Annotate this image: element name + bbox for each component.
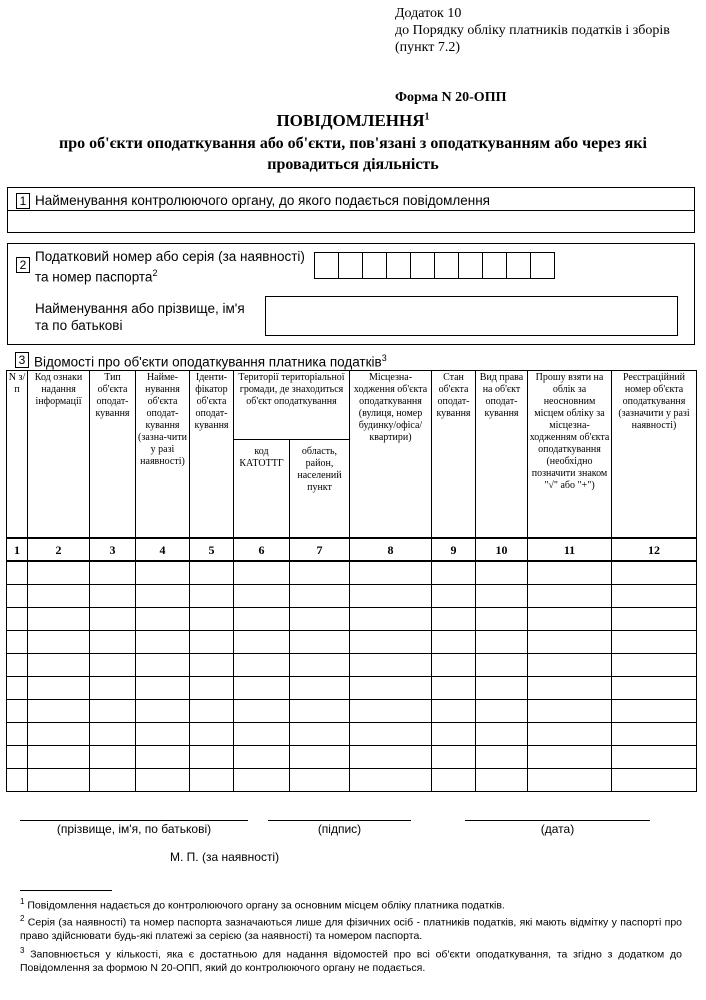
title-footnote-ref: 1 — [424, 111, 430, 123]
table-cell[interactable] — [28, 631, 90, 654]
table-cell[interactable] — [290, 700, 350, 723]
table-cell[interactable] — [190, 677, 234, 700]
tax-number-cell[interactable] — [482, 252, 507, 279]
table-cell[interactable] — [432, 585, 476, 608]
signature-caption: (підпис) — [317, 822, 362, 836]
table-cell[interactable] — [28, 561, 90, 585]
page-subtitle — [0, 133, 706, 175]
section2-number: 2 — [16, 257, 30, 273]
name-label-line1: Найменування або прізвище, ім'я — [35, 301, 245, 316]
table-cell[interactable] — [7, 700, 28, 723]
table-cell[interactable] — [7, 561, 28, 585]
col-header-right-type: Вид права на об'єкт оподат-кування — [476, 371, 528, 539]
column-number: 10 — [476, 538, 528, 561]
table-cell[interactable] — [612, 608, 697, 631]
column-number: 3 — [90, 538, 136, 561]
section3-label-wrap — [34, 350, 387, 371]
subtitle-line1: про об'єкти оподаткування або об'єкти, пов'язані з оподаткуванням або через які — [59, 135, 647, 152]
table-cell[interactable] — [528, 769, 612, 792]
tax-objects-table — [6, 370, 697, 792]
table-cell[interactable] — [136, 746, 190, 769]
table-cell[interactable] — [90, 608, 136, 631]
date-line[interactable] — [465, 820, 650, 821]
table-cell[interactable] — [7, 585, 28, 608]
table-cell[interactable] — [528, 631, 612, 654]
table-cell[interactable] — [612, 631, 697, 654]
footnote-2-text: Серія (за наявності) та номер паспорта зазначаються лише для фізичних осіб - платників податків, які мають відмітку у паспорті про право здійснювати будь-які платежі за серією (за наявності) та номером паспорта. — [20, 916, 682, 942]
table-cell[interactable] — [476, 585, 528, 608]
table-cell[interactable] — [432, 561, 476, 585]
table-cell[interactable] — [90, 746, 136, 769]
table-row — [7, 608, 697, 631]
footnote-separator — [20, 890, 112, 891]
table-row — [7, 700, 697, 723]
footnote-3-text: Заповнюється у кількості, яка є достатньою для надання відомостей про всі об'єкти оподаткування, та згідно з додатком до Повідомлення за формою N 20-ОПП, який до контролюючого органу не подається. — [20, 948, 682, 974]
table-cell[interactable] — [234, 746, 290, 769]
table-cell[interactable] — [350, 769, 432, 792]
table-cell[interactable] — [432, 677, 476, 700]
table-cell[interactable] — [528, 654, 612, 677]
table-cell[interactable] — [190, 561, 234, 585]
table-cell[interactable] — [290, 608, 350, 631]
addendum-line1: Додаток 10 — [395, 6, 462, 21]
table-cell[interactable] — [612, 769, 697, 792]
table-cell[interactable] — [350, 561, 432, 585]
table-cell[interactable] — [476, 561, 528, 585]
table-cell[interactable] — [190, 769, 234, 792]
tax-number-cells[interactable] — [315, 252, 555, 279]
tax-number-cell[interactable] — [338, 252, 363, 279]
section3-header — [15, 350, 387, 371]
table-cell[interactable] — [432, 608, 476, 631]
table-cell[interactable] — [234, 700, 290, 723]
table-cell[interactable] — [7, 769, 28, 792]
col-header-state: Стан об'єкта оподат-кування — [432, 371, 476, 539]
table-cell[interactable] — [7, 654, 28, 677]
footnote-2-ref: 2 — [20, 914, 25, 923]
table-cell[interactable] — [432, 654, 476, 677]
table-cell[interactable] — [350, 746, 432, 769]
table-cell[interactable] — [432, 723, 476, 746]
table-row — [7, 723, 697, 746]
table-cell[interactable] — [476, 631, 528, 654]
table-cell[interactable] — [432, 631, 476, 654]
table-row — [7, 769, 697, 792]
table-cell[interactable] — [290, 723, 350, 746]
table-cell[interactable] — [476, 723, 528, 746]
table-cell[interactable] — [90, 631, 136, 654]
date-caption: (дата) — [540, 822, 575, 836]
tax-number-cell[interactable] — [506, 252, 531, 279]
table-cell[interactable] — [136, 631, 190, 654]
table-cell[interactable] — [136, 585, 190, 608]
table-cell[interactable] — [432, 746, 476, 769]
table-cell[interactable] — [612, 654, 697, 677]
table-cell[interactable] — [136, 769, 190, 792]
table-cell[interactable] — [350, 608, 432, 631]
table-cell[interactable] — [234, 585, 290, 608]
table-cell[interactable] — [612, 585, 697, 608]
table-cell[interactable] — [612, 700, 697, 723]
footnote-3-ref: 3 — [20, 946, 25, 955]
table-cell[interactable] — [350, 700, 432, 723]
table-cell[interactable] — [350, 631, 432, 654]
table-cell[interactable] — [7, 608, 28, 631]
table-row — [7, 631, 697, 654]
addendum-block — [395, 5, 695, 56]
table-cell[interactable] — [190, 654, 234, 677]
table-cell[interactable] — [290, 585, 350, 608]
table-cell[interactable] — [234, 723, 290, 746]
addendum-line2: до Порядку обліку платників податків і зборів — [395, 23, 670, 38]
column-number: 5 — [190, 538, 234, 561]
column-number: 4 — [136, 538, 190, 561]
table-cell[interactable] — [612, 677, 697, 700]
table-cell[interactable] — [476, 769, 528, 792]
signature-line[interactable] — [268, 820, 411, 821]
col-header-info-code: Код ознаки надання інформації — [28, 371, 90, 539]
table-cell[interactable] — [350, 723, 432, 746]
column-number: 11 — [528, 538, 612, 561]
table-cell[interactable] — [528, 700, 612, 723]
table-cell[interactable] — [234, 769, 290, 792]
table-cell[interactable] — [90, 700, 136, 723]
column-number: 2 — [28, 538, 90, 561]
table-cell[interactable] — [190, 746, 234, 769]
addendum-line3: (пункт 7.2) — [395, 40, 461, 55]
table-cell[interactable] — [290, 561, 350, 585]
table-cell[interactable] — [7, 723, 28, 746]
section2-box — [7, 243, 695, 345]
table-cell[interactable] — [28, 700, 90, 723]
table-cell[interactable] — [28, 769, 90, 792]
tax-number-cell[interactable] — [458, 252, 483, 279]
table-cell[interactable] — [476, 654, 528, 677]
footnote-1 — [20, 895, 682, 913]
table-cell[interactable] — [476, 746, 528, 769]
table-cell[interactable] — [350, 677, 432, 700]
table-cell[interactable] — [90, 654, 136, 677]
table-cell[interactable] — [190, 723, 234, 746]
table-cell[interactable] — [528, 561, 612, 585]
table-cell[interactable] — [90, 677, 136, 700]
table-cell[interactable] — [7, 677, 28, 700]
table-cell[interactable] — [28, 723, 90, 746]
table-cell[interactable] — [528, 608, 612, 631]
col-header-katottg: код КАТОТТГ — [234, 440, 290, 539]
table-cell[interactable] — [136, 561, 190, 585]
table-cell[interactable] — [136, 608, 190, 631]
table-cell[interactable] — [612, 561, 697, 585]
table-cell[interactable] — [234, 677, 290, 700]
title-text: ПОВІДОМЛЕННЯ — [276, 111, 425, 130]
table-row — [7, 654, 697, 677]
table-cell[interactable] — [234, 608, 290, 631]
tax-number-label-line1: Податковий номер або серія (за наявності) — [35, 249, 305, 264]
footnote-1-text: Повідомлення надається до контролюючого органу за основним місцем обліку платника податків. — [27, 899, 505, 912]
table-cell[interactable] — [7, 746, 28, 769]
table-cell[interactable] — [28, 608, 90, 631]
table-cell[interactable] — [528, 677, 612, 700]
table-row — [7, 677, 697, 700]
table-cell[interactable] — [90, 723, 136, 746]
footnote-3 — [20, 944, 682, 975]
table-cell[interactable] — [136, 677, 190, 700]
col-header-register-request: Прошу взяти на облік за неосновним місцем обліку за місцезна-ходженням об'єкта оподаткування (необхідно позначити знаком "√" або "+") — [528, 371, 612, 539]
table-cell[interactable] — [290, 746, 350, 769]
table-cell[interactable] — [476, 608, 528, 631]
tax-number-cell[interactable] — [530, 252, 555, 279]
tax-number-cell[interactable] — [434, 252, 459, 279]
section3-label: Відомості про об'єкти оподаткування платника податків — [34, 354, 382, 370]
fullname-caption: (прізвище, ім'я, по батькові) — [56, 822, 212, 836]
table-cell[interactable] — [350, 585, 432, 608]
tax-number-label — [35, 248, 325, 286]
table-cell[interactable] — [90, 585, 136, 608]
table-cell[interactable] — [136, 654, 190, 677]
table-cell[interactable] — [90, 561, 136, 585]
table-cell[interactable] — [234, 561, 290, 585]
col-header-territory: Території територіальної громади, де знаходиться об'єкт оподаткування — [234, 371, 350, 440]
tax-number-cell[interactable] — [410, 252, 435, 279]
col-header-region: область, район, населений пункт — [290, 440, 350, 539]
table-cell[interactable] — [7, 631, 28, 654]
column-number: 12 — [612, 538, 697, 561]
table-cell[interactable] — [432, 700, 476, 723]
table-cell[interactable] — [28, 677, 90, 700]
col-header-reg-number: Реєстраційний номер об'єкта оподаткування (зазначити у разі наявності) — [612, 371, 697, 539]
section3-number: 3 — [15, 352, 29, 368]
table-cell[interactable] — [350, 654, 432, 677]
subtitle-line2: провадиться діяльність — [267, 156, 439, 173]
table-cell[interactable] — [190, 585, 234, 608]
table-cell[interactable] — [28, 746, 90, 769]
table-cell[interactable] — [90, 769, 136, 792]
table-cell[interactable] — [28, 654, 90, 677]
table-cell[interactable] — [28, 585, 90, 608]
table-cell[interactable] — [528, 585, 612, 608]
column-number: 7 — [290, 538, 350, 561]
col-header-number: N з/п — [7, 371, 28, 539]
table-cell[interactable] — [190, 608, 234, 631]
column-numbers-row — [7, 538, 697, 561]
name-label — [35, 300, 265, 334]
table-cell[interactable] — [612, 746, 697, 769]
table-row — [7, 561, 697, 585]
taxpayer-name-field[interactable] — [265, 296, 678, 336]
tax-number-label-line2: та номер паспорта — [35, 269, 153, 285]
table-cell[interactable] — [476, 677, 528, 700]
table-cell[interactable] — [528, 746, 612, 769]
col-header-object-type: Тип об'єкта оподат-кування — [90, 371, 136, 539]
table-cell[interactable] — [136, 700, 190, 723]
col-header-object-id: Іденти-фікатор об'єкта оподат-кування — [190, 371, 234, 539]
table-cell[interactable] — [432, 769, 476, 792]
section1-label: Найменування контролюючого органу, до якого подається повідомлення — [35, 193, 490, 208]
column-number: 8 — [350, 538, 432, 561]
name-label-line2: та по батькові — [35, 318, 123, 333]
table-cell[interactable] — [190, 631, 234, 654]
fullname-line[interactable] — [20, 820, 248, 821]
column-number: 1 — [7, 538, 28, 561]
section1-box — [7, 187, 695, 233]
table-cell[interactable] — [290, 631, 350, 654]
section3-footnote-ref: 3 — [381, 353, 387, 363]
table-row — [7, 585, 697, 608]
table-cell[interactable] — [234, 631, 290, 654]
stamp-caption: М. П. (за наявності) — [170, 850, 280, 864]
table-cell[interactable] — [290, 654, 350, 677]
form-number: Форма N 20-ОПП — [395, 90, 507, 105]
tax-number-cell[interactable] — [362, 252, 387, 279]
tax-number-cell[interactable] — [314, 252, 339, 279]
table-cell[interactable] — [476, 700, 528, 723]
table-cell[interactable] — [136, 723, 190, 746]
table-row — [7, 746, 697, 769]
section1-number: 1 — [16, 193, 30, 209]
tax-number-cell[interactable] — [386, 252, 411, 279]
column-number: 9 — [432, 538, 476, 561]
table-cell[interactable] — [290, 769, 350, 792]
table-cell[interactable] — [528, 723, 612, 746]
col-header-location: Місцезна-ходження об'єкта оподаткування (вулиця, номер будинку/офіса/ квартири) — [350, 371, 432, 539]
page-title — [0, 111, 706, 131]
footnote-2 — [20, 912, 682, 943]
table-cell[interactable] — [190, 700, 234, 723]
column-number: 6 — [234, 538, 290, 561]
table-cell[interactable] — [234, 654, 290, 677]
table-cell[interactable] — [612, 723, 697, 746]
tax-footnote-ref: 2 — [152, 268, 158, 278]
table-cell[interactable] — [290, 677, 350, 700]
controlling-authority-field[interactable] — [9, 212, 693, 230]
col-header-object-name: Найме-нування об'єкта оподат-кування (зазна-чити у разі наявності) — [136, 371, 190, 539]
table-body — [7, 561, 697, 792]
footnote-1-ref: 1 — [20, 897, 25, 906]
